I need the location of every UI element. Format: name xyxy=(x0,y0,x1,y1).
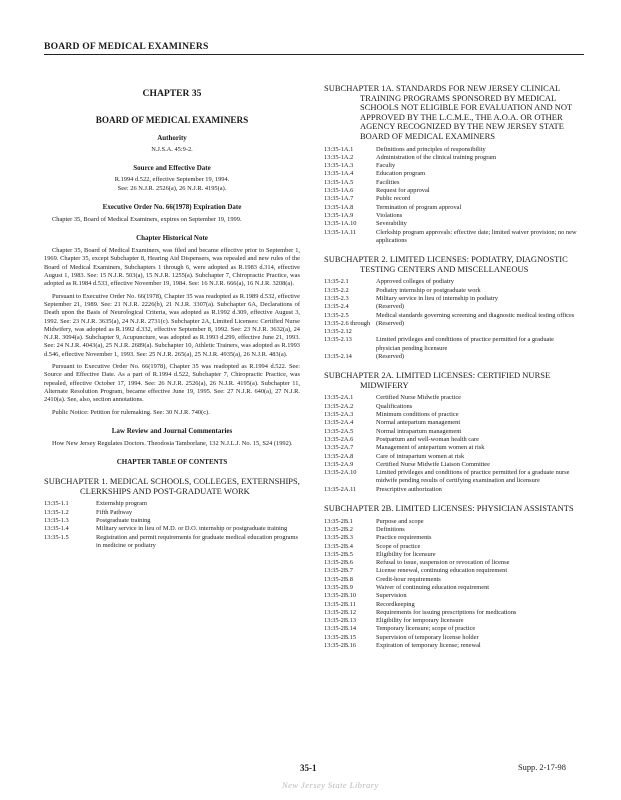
section-title: Normal antepartum management xyxy=(376,419,461,427)
section-title: Credit-hour requirements xyxy=(376,575,441,583)
section-title: Request for approval xyxy=(376,187,430,195)
section-number: 13:35-2A.2 xyxy=(324,402,354,410)
section-number: 13:35-2B.16 xyxy=(324,642,357,650)
toc-entry xyxy=(44,517,300,525)
section-number: 13:35-1.2 xyxy=(44,508,69,516)
section-title: Expiration of temporary license; renewal xyxy=(376,642,481,650)
toc-entry xyxy=(324,394,580,402)
section-title: Normal intrapartum management xyxy=(376,427,462,435)
section-title: Certified Nurse Midwife Liaison Committee xyxy=(376,460,490,468)
section-number: 13:35-1A.3 xyxy=(324,162,354,170)
section-number: 13:35-2B.10 xyxy=(324,592,357,600)
section-title: Administration of the clinical training program xyxy=(376,153,497,161)
toc-entry xyxy=(324,287,580,295)
toc-entry xyxy=(324,336,580,353)
toc-entry xyxy=(324,162,580,170)
history-paragraph-3: Pursuant to Executive Order No. 66(1978), Chapter 35 was readopted as R.1994 d.522. See: Source and Effective Date. As a part of R.1994 d.522, Subchapter 7, Chiropractic Practice, was repealed, effective October 17, 1994. See: 26 N.J.R. 2526(a), 26 N.J.R. 4195(a). Subchapter 11, Alternate Resolution Program, became effective June 19, 1995. See: 27 N.J.R. 640(a), 27 N.J.R. 2410(a). See, also, section annotations. xyxy=(44,363,300,404)
source-line-1: R.1994 d.522, effective September 19, 1994. xyxy=(114,176,230,184)
running-head: BOARD OF MEDICAL EXAMINERS xyxy=(44,41,209,52)
header-rule xyxy=(44,54,584,55)
section-number: 13:35-2A.5 xyxy=(324,427,354,435)
exec-order-text: Chapter 35, Board of Medical Examiners, expires on September 19, 1999. xyxy=(52,215,242,223)
section-title: Violations xyxy=(376,211,403,219)
authority-heading: Authority xyxy=(157,134,187,142)
section-number: 13:35-2B.3 xyxy=(324,534,353,542)
section-number: 13:35-2A.1 xyxy=(324,394,354,402)
section-number: 13:35-1.4 xyxy=(44,525,69,533)
toc-entry xyxy=(324,229,580,246)
supplement-date: Supp. 2-17-98 xyxy=(518,763,566,772)
toc-entry xyxy=(324,453,580,461)
section-title: Severability xyxy=(376,220,407,228)
section-number: 13:35-1.1 xyxy=(44,500,69,508)
section-number: 13:35-2.1 xyxy=(324,278,349,286)
toc-entry xyxy=(324,601,580,609)
section-number: 13:35-2.2 xyxy=(324,286,349,294)
section-title: Fifth Pathway xyxy=(96,508,133,516)
subchapter-1-title: SUBCHAPTER 1. MEDICAL SCHOOLS, COLLEGES, EXTERNSHIPS, CLERKSHIPS AND POST-GRADUATE WORK xyxy=(44,476,300,496)
section-title: Externship program xyxy=(96,500,147,508)
section-number: 13:35-1A.1 xyxy=(324,145,354,153)
section-number: 13:35-2B.8 xyxy=(324,575,353,583)
subchapter-2-title: SUBCHAPTER 2. LIMITED LICENSES: PODIATRY, DIAGNOSTIC TESTING CENTERS AND MISCELLANEOUS xyxy=(324,254,568,274)
toc-entry xyxy=(324,609,580,617)
toc-entry xyxy=(324,428,580,436)
source-heading: Source and Effective Date xyxy=(133,164,211,173)
section-number: 13:35-2A.6 xyxy=(324,435,354,443)
section-number: 13:35-2A.11 xyxy=(324,485,357,493)
section-title: Qualifications xyxy=(376,402,413,410)
subchapter-1-toc xyxy=(44,500,300,550)
section-number: 13:35-2B.6 xyxy=(324,559,353,567)
toc-entry xyxy=(324,403,580,411)
section-number: 13:35-2A.3 xyxy=(324,411,354,419)
toc-entry xyxy=(324,295,580,303)
toc-entry xyxy=(324,518,580,526)
toc-entry xyxy=(324,642,580,650)
toc-entry xyxy=(324,567,580,575)
chapter-number: CHAPTER 35 xyxy=(142,88,202,99)
subchapter-1a-toc xyxy=(324,146,580,246)
section-number: 13:35-2B.14 xyxy=(324,625,357,633)
section-title: Public record xyxy=(376,195,411,203)
section-title: Registration and permit requirements for graduate medical education programs in medicine or podiatry xyxy=(96,533,298,549)
section-number: 13:35-1.3 xyxy=(44,516,69,524)
section-title: Purpose and scope xyxy=(376,517,424,525)
section-title: Podiatry internship or postgraduate work xyxy=(376,286,481,294)
section-number: 13:35-2B.2 xyxy=(324,525,353,533)
public-notice: Public Notice: Petition for rulemaking. See: 30 N.J.R. 740(c). xyxy=(52,408,210,416)
section-number: 13:35-2B.12 xyxy=(324,608,357,616)
subchapter-2a-toc xyxy=(324,394,580,494)
section-title: Certified Nurse Midwife practice xyxy=(376,394,461,402)
section-number: 13:35-1A.8 xyxy=(324,203,354,211)
section-number: 13:35-1A.5 xyxy=(324,178,354,186)
section-title: (Reserved) xyxy=(376,319,405,327)
section-title: Facilities xyxy=(376,178,400,186)
toc-entry xyxy=(324,419,580,427)
section-title: Management of antepartum women at risk xyxy=(376,444,485,452)
subchapter-2b-toc xyxy=(324,518,580,651)
section-number: 13:35-1.5 xyxy=(44,533,69,541)
section-number: 13:35-1A.2 xyxy=(324,153,354,161)
section-title: Refusal to issue, suspension or revocation of license xyxy=(376,559,510,567)
section-title: Education program xyxy=(376,170,426,178)
history-heading: Chapter Historical Note xyxy=(136,234,208,243)
section-number: 13:35-2B.9 xyxy=(324,584,353,591)
section-title: Supervision of temporary license holder xyxy=(376,633,479,641)
section-title: Temporary licensure; scope of practice xyxy=(376,625,476,633)
toc-entry xyxy=(44,525,300,533)
section-title: Practice requirements xyxy=(376,534,432,542)
section-number: 13:35-2A.8 xyxy=(324,452,354,460)
left-column xyxy=(44,84,300,550)
toc-entry xyxy=(324,220,580,228)
toc-entry xyxy=(324,170,580,178)
toc-entry xyxy=(324,461,580,469)
toc-entry xyxy=(324,486,580,494)
toc-entry xyxy=(324,617,580,625)
toc-entry xyxy=(324,469,580,486)
toc-entry xyxy=(324,179,580,187)
section-title: Military service in lieu of M.D. or D.O. internship or postgraduate training xyxy=(96,525,288,533)
section-number: 13:35-2A.7 xyxy=(324,444,354,452)
toc-entry xyxy=(324,204,580,212)
toc-entry xyxy=(324,543,580,551)
library-watermark: New Jersey State Library xyxy=(282,780,379,790)
section-title: Limited privileges and conditions of practice permitted for a graduate nurse midwife pending results of certifying examination and licensure xyxy=(376,469,570,485)
section-number: 13:35-1A.10 xyxy=(324,220,357,228)
section-title: License renewal, continuing education requirement xyxy=(376,567,508,575)
toc-entry xyxy=(324,592,580,600)
section-title: Requirements for issuing prescriptions for medications xyxy=(376,608,517,616)
section-title: Prescriptive authorization xyxy=(376,485,442,493)
section-title: Recordkeeping xyxy=(376,600,415,608)
page-number: 35-1 xyxy=(300,763,317,773)
section-number: 13:35-2.4 xyxy=(324,303,349,311)
section-number: 13:35-2.13 xyxy=(324,336,352,344)
history-paragraph-2: Pursuant to Executive Order No. 66(1978), Chapter 35 was readopted as R.1989 d.532, effective September 21, 1989. See: 21 N.J.R. 2226(b), 21 N.J.R. 3307(a). Subchapter 6A, Declarations of Death upon the Basis of Neurological Criteria, was adopted as R.1992 d.309, effective August 3, 1992. See: 23 N.J.R. 3635(a), 24 N.J.R. 2731(c). Subchapter 2A, Limited Licenses: Certified Nurse Midwifery, was adopted as R.1992 d.332, effective September 8, 1992. See: 23 N.J.R. 3632(a), 24 N.J.R. 3094(a). Subchapter 9, Acupuncture, was adopted as R.1993 d.299, effective June 21, 1993. See: 24 N.J.R. 4043(a), 25 N.J.R. 2689(a). Subchapter 10, Athletic Trainers, was adopted as R.1993 d.546, effective November 1, 1993. See: 25 N.J.R. 265(a), 25 N.J.R. 4935(a), 26 N.J.R. 483(a). xyxy=(44,292,300,358)
toc-entry xyxy=(324,634,580,642)
section-number: 13:35-2B.13 xyxy=(324,617,357,625)
section-title: Postgraduate training xyxy=(96,516,151,524)
section-number: 13:35-2B.5 xyxy=(324,550,353,558)
toc-entry xyxy=(324,559,580,567)
section-title: Scope of practice xyxy=(376,542,421,550)
toc-entry xyxy=(324,584,580,592)
section-number: 13:35-2B.15 xyxy=(324,633,357,641)
subchapter-1a-title: SUBCHAPTER 1A. STANDARDS FOR NEW JERSEY CLINICAL TRAINING PROGRAMS SPONSORED BY MEDICAL SCHOOLS NOT ELIGIBLE FOR EVALUATION AND NOT APPROVED BY THE L.C.M.E., THE A.O.A. OR OTHER AGENCY RECOGNIZED BY THE NEW JERSEY STATE BOARD OF MEDICAL EXAMINERS xyxy=(324,83,573,141)
toc-entry xyxy=(324,576,580,584)
exec-order-heading: Executive Order No. 66(1978) Expiration Date xyxy=(102,202,242,211)
section-number: 13:35-2B.11 xyxy=(324,600,356,608)
section-number: 13:35-2B.1 xyxy=(324,517,353,525)
section-number: 13:35-2A.9 xyxy=(324,460,354,468)
section-title: Termination of program approval xyxy=(376,203,462,211)
toc-entry xyxy=(324,625,580,633)
section-number: 13:35-1A.11 xyxy=(324,228,357,236)
section-title: (Reserved) xyxy=(376,352,405,360)
toc-entry xyxy=(324,320,580,337)
section-title: Limited privileges and conditions of practice permitted for a graduate physician pending licensure xyxy=(376,336,554,352)
chapter-title: BOARD OF MEDICAL EXAMINERS xyxy=(95,115,249,125)
subchapter-2-toc xyxy=(324,278,580,361)
section-number: 13:35-1A.4 xyxy=(324,170,354,178)
section-number: 13:35-2.14 xyxy=(324,352,352,360)
toc-entry xyxy=(324,154,580,162)
section-number: 13:35-1A.6 xyxy=(324,187,354,195)
section-title: Approved colleges of podiatry xyxy=(376,278,454,286)
section-title: Supervision xyxy=(376,592,407,600)
right-column xyxy=(324,84,580,650)
toc-entry xyxy=(324,534,580,542)
section-title: Postpartum and well-woman health care xyxy=(376,435,479,443)
section-number: 13:35-2.5 xyxy=(324,311,349,319)
section-title: Eligibility for licensure xyxy=(376,550,436,558)
toc-entry xyxy=(324,436,580,444)
toc-entry xyxy=(44,534,300,551)
section-number: 13:35-2A.10 xyxy=(324,469,357,477)
history-paragraph-1: Chapter 35, Board of Medical Examiners, was filed and became effective prior to September 1, 1969. Chapter 35, except Subchapter 8, Hearing Aid Dispensers, was repealed and new rules of the Board of Medical Examiners, Subchapters 1 through 6, were adopted as R.1983 d.314, effective August 1, 1983. See: 15 N.J.R. 503(a), 15 N.J.R. 1255(a). Subchapter 7, Chiropractic Practice, was adopted as R.1984 d.533, effective November 19, 1984. See: 16 N.J.R. 666(a), 16 N.J.R. 3208(a). xyxy=(44,247,300,288)
toc-entry xyxy=(324,303,580,311)
section-title: Care of intrapartum women at risk xyxy=(376,452,465,460)
toc-entry xyxy=(324,212,580,220)
toc-entry xyxy=(324,526,580,534)
section-title: Minimum conditions of practice xyxy=(376,411,459,419)
toc-entry xyxy=(324,551,580,559)
section-number: 13:35-2A.4 xyxy=(324,419,354,427)
toc-entry xyxy=(324,278,580,286)
section-number: 13:35-2B.7 xyxy=(324,567,353,575)
section-number: 13:35-2.6 through 13:35-2.12 xyxy=(324,319,371,336)
source-line-2: See: 26 N.J.R. 2526(a), 26 N.J.R. 4195(a). xyxy=(117,184,227,192)
section-number: 13:35-2B.4 xyxy=(324,542,353,550)
toc-entry xyxy=(324,353,580,361)
authority-text: N.J.S.A. 45:9-2. xyxy=(151,146,193,153)
toc-entry xyxy=(44,500,300,508)
section-title: Waiver of continuing education requirement xyxy=(376,584,490,591)
subchapter-2a-title: SUBCHAPTER 2A. LIMITED LICENSES: CERTIFIED NURSE MIDWIFERY xyxy=(324,370,551,390)
section-title: (Reserved) xyxy=(376,303,405,311)
section-title: Definitions xyxy=(376,525,405,533)
toc-heading: CHAPTER TABLE OF CONTENTS xyxy=(116,458,228,467)
section-number: 13:35-1A.7 xyxy=(324,195,354,203)
section-title: Faculty xyxy=(376,162,396,170)
toc-entry xyxy=(324,195,580,203)
toc-entry xyxy=(324,444,580,452)
subchapter-2b-title: SUBCHAPTER 2B. LIMITED LICENSES: PHYSICIAN ASSISTANTS xyxy=(324,503,574,514)
section-title: Medical standards governing screening and diagnostic medical testing offices xyxy=(376,311,575,319)
toc-entry xyxy=(324,187,580,195)
law-review-heading: Law Review and Journal Commentaries xyxy=(111,426,233,435)
section-title: Military service in lieu of internship in podiatry xyxy=(376,294,498,302)
law-review-text: How New Jersey Regulates Doctors. Theodosia Tamborlane, 132 N.J.L.J. No. 15, S24 (1992). xyxy=(52,439,293,447)
section-number: 13:35-1A.9 xyxy=(324,211,354,219)
toc-entry xyxy=(324,312,580,320)
toc-entry xyxy=(324,411,580,419)
section-title: Definitions and principles of responsibility xyxy=(376,145,486,153)
section-title: Eligibility for temporary licensure xyxy=(376,617,464,625)
section-number: 13:35-2.3 xyxy=(324,294,349,302)
toc-entry xyxy=(324,146,580,154)
section-title: Clerkship program approvals: effective date; limited waiver provision; no new applications xyxy=(376,228,577,244)
toc-entry xyxy=(44,509,300,517)
